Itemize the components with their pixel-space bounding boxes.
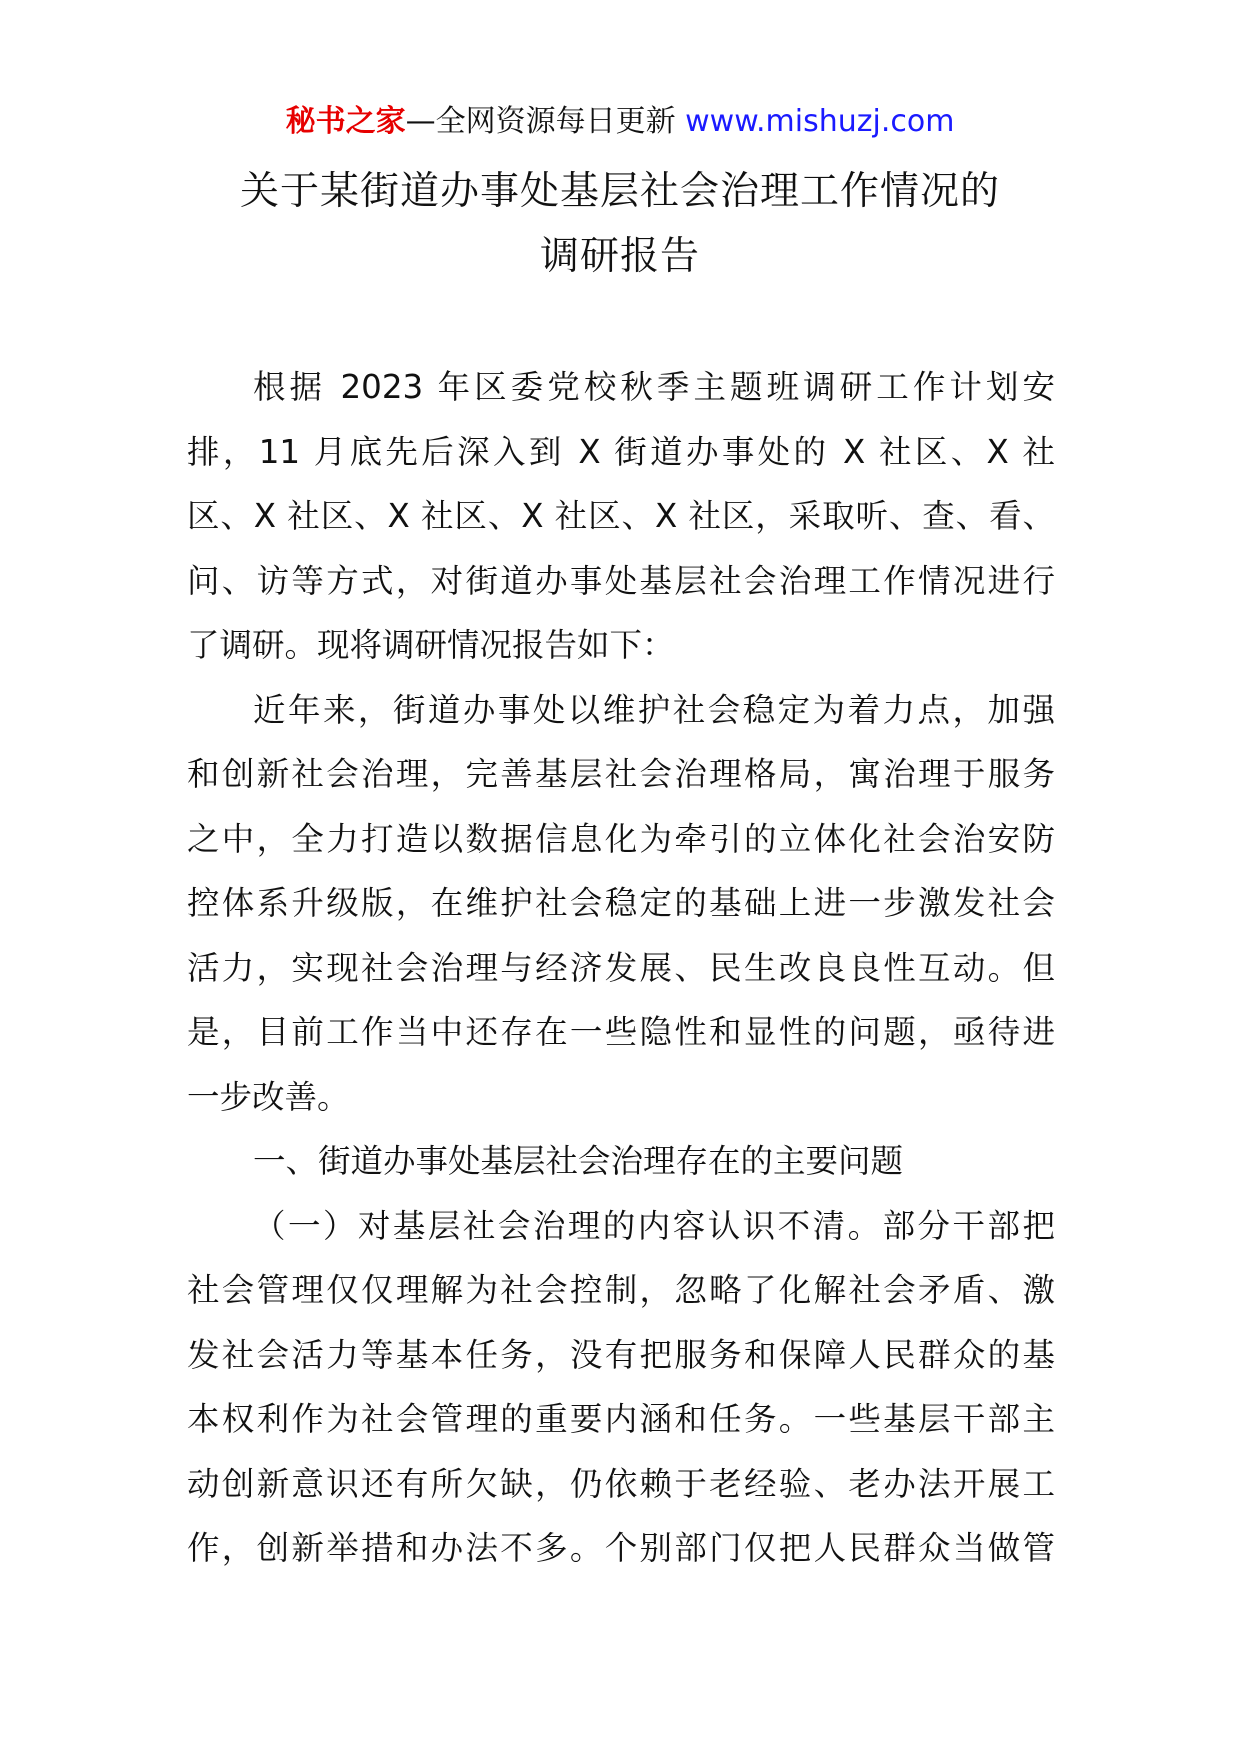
- watermark-slogan: 全网资源每日更新: [435, 104, 676, 139]
- watermark-separator: —: [405, 104, 436, 139]
- body-line: 是，目前工作当中还存在一些隐性和显性的问题，亟待进: [187, 1013, 1055, 1051]
- watermark-brand: 秘书之家: [285, 104, 406, 139]
- body-line: 之中，全力打造以数据信息化为牵引的立体化社会治安防: [187, 819, 1055, 858]
- document-title-line-2: 调研报告: [539, 234, 700, 279]
- section-heading: 一、街道办事处基层社会治理存在的主要问题: [253, 1142, 904, 1180]
- body-line: 区、X 社区、X 社区、X 社区、X 社区，采取听、查、看、: [187, 497, 1055, 535]
- body-line: 社会管理仅仅理解为社会控制，忽略了化解社会矛盾、激: [187, 1271, 1055, 1309]
- body-line: 问、访等方式，对街道办事处基层社会治理工作情况进行: [187, 561, 1055, 600]
- body-line: （一）对基层社会治理的内容认识不清。部分干部把: [253, 1206, 1055, 1245]
- body-line: 本权利作为社会管理的重要内涵和任务。一些基层干部主: [187, 1400, 1055, 1438]
- body-line: 根据 2023 年区委党校秋季主题班调研工作计划安: [253, 368, 1055, 406]
- body-line: 控体系升级版，在维护社会稳定的基础上进一步激发社会: [187, 884, 1055, 922]
- watermark-header: [0, 100, 1240, 144]
- body-line: 作，创新举措和办法不多。个别部门仅把人民群众当做管: [187, 1529, 1055, 1567]
- body-line: 动创新意识还有所欠缺，仍依赖于老经验、老办法开展工: [187, 1464, 1055, 1503]
- body-line: 近年来，街道办事处以维护社会稳定为着力点，加强: [253, 690, 1055, 729]
- body-line: 发社会活力等基本任务，没有把服务和保障人民群众的基: [187, 1335, 1055, 1374]
- body-line: 排，11 月底先后深入到 X 街道办事处的 X 社区、X 社: [187, 432, 1055, 471]
- document-title-line-1: 关于某街道办事处基层社会治理工作情况的: [239, 169, 1000, 214]
- document-body: [187, 355, 1055, 1581]
- body-line: 了调研。现将调研情况报告如下：: [187, 626, 675, 664]
- body-line: 一步改善。: [187, 1077, 350, 1116]
- body-line: 活力，实现社会治理与经济发展、民生改良良性互动。但: [187, 948, 1055, 987]
- body-line: 和创新社会治理，完善基层社会治理格局，寓治理于服务: [187, 755, 1055, 793]
- watermark-url: www.mishuzj.com: [685, 104, 955, 139]
